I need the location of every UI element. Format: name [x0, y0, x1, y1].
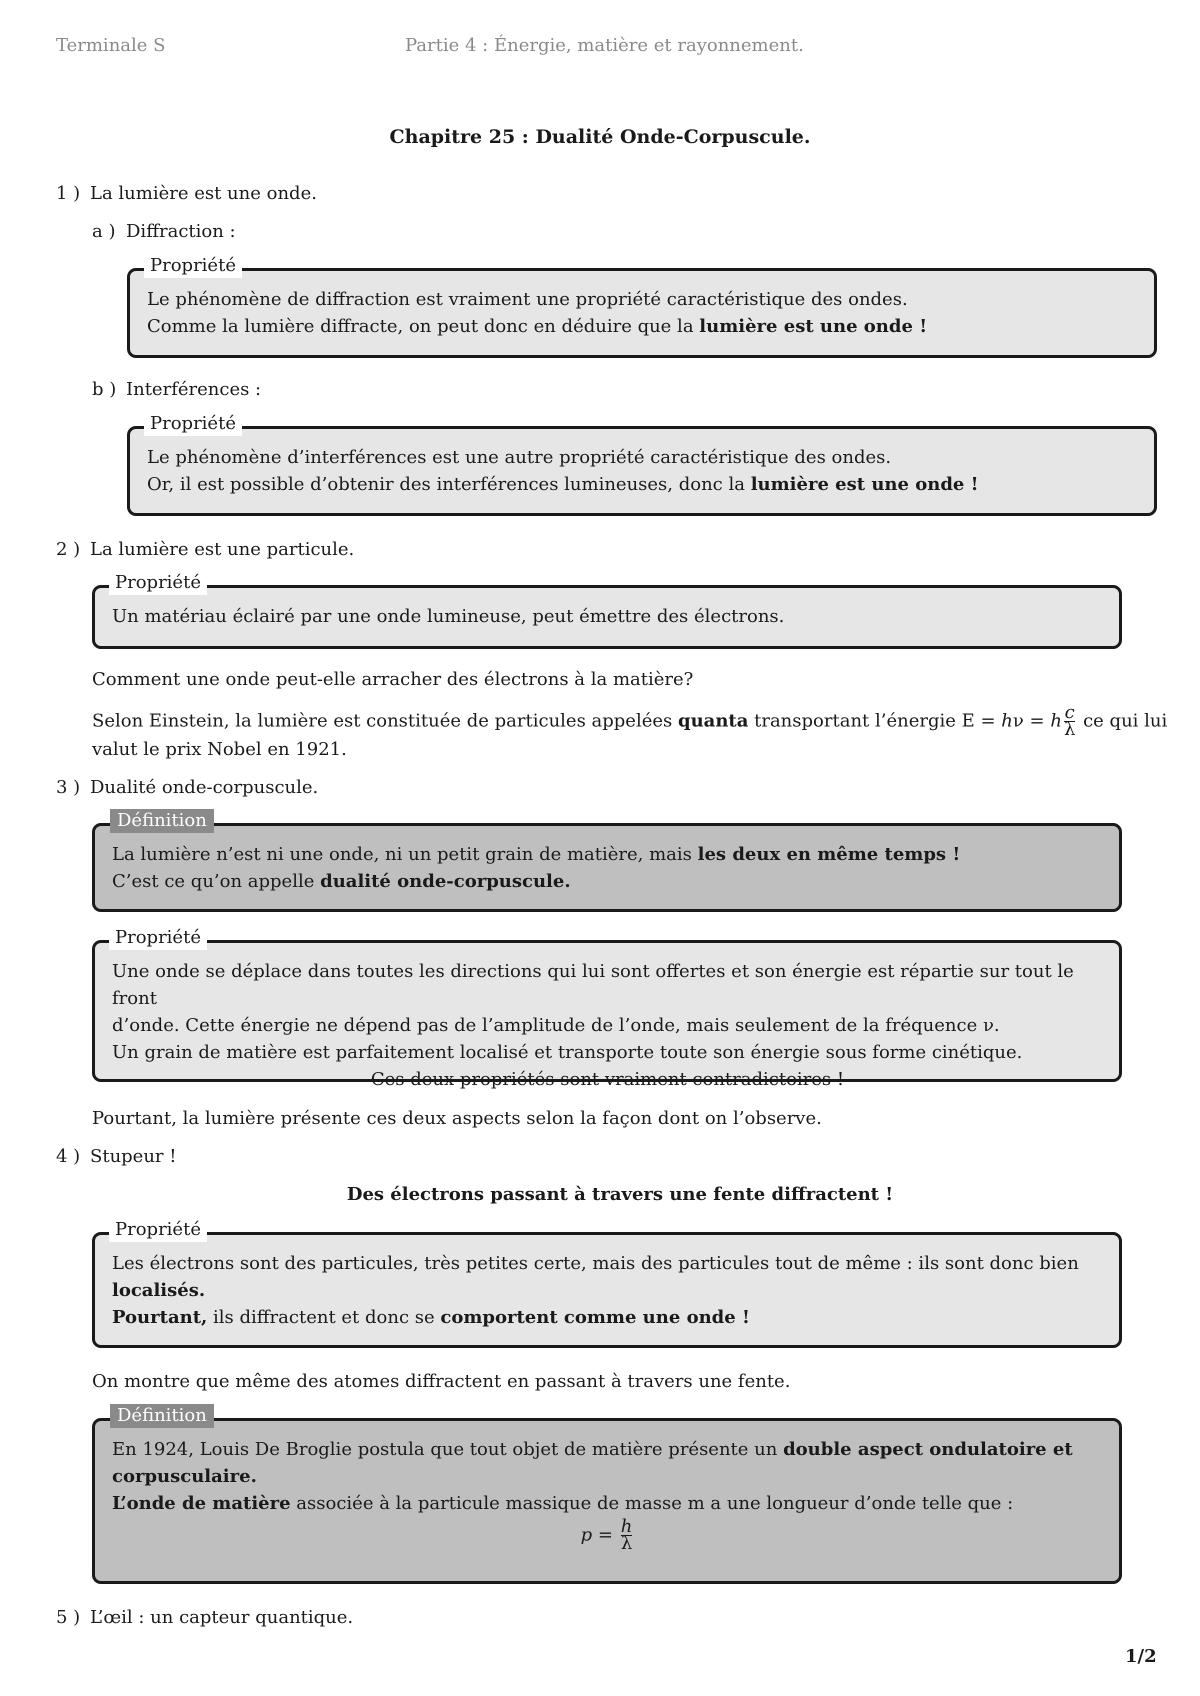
box-line: Le phénomène de diffraction est vraiment une propriété caractéristique des ondes.: [147, 289, 908, 310]
c-over-lambda-fraction: $\frac{c}{\lambda}$: [1063, 702, 1076, 740]
section-number: 4 ): [56, 1146, 81, 1167]
box-tag: Définition: [110, 1404, 214, 1428]
box-line: La lumière n’est ni une onde, ni un petit grain de matière, mais les deux en même temps !: [112, 844, 961, 865]
page-number: 1/2: [1125, 1646, 1157, 1667]
box-line: Le phénomène d’interférences est une autre propriété caractéristique des ondes.: [147, 447, 892, 468]
question-text: Comment une onde peut-elle arracher des électrons à la matière?: [92, 669, 694, 690]
section-number: 3 ): [56, 777, 81, 798]
box-line: Un matériau éclairé par une onde lumineuse, peut émettre des électrons.: [112, 606, 785, 627]
page-title: Chapitre 25 : Dualité Onde-Corpuscule.: [389, 126, 811, 148]
box-line: Les électrons sont des particules, très petites certe, mais des particules tout de même : ils sont donc bien: [112, 1253, 1079, 1274]
box-line: d’onde. Cette énergie ne dépend pas de l’amplitude de l’onde, mais seulement de la fréquence ν.: [112, 1015, 1000, 1036]
box-line: Or, il est possible d’obtenir des interférences lumineuses, donc la lumière est une onde !: [147, 474, 979, 495]
atoms-text: On montre que même des atomes diffractent en passant à travers une fente.: [92, 1371, 791, 1392]
property-box-electron-diffraction: [92, 1219, 1122, 1348]
box-line: corpusculaire.: [112, 1466, 257, 1487]
einstein-text: Selon Einstein, la lumière est constituée de particules appelées quanta transportant l’énergie E = hν = h $\frac{c}{\lambda}$ ce qui lui: [92, 702, 1168, 740]
box-tag: Propriété: [109, 571, 207, 595]
header-left: Terminale S: [56, 35, 166, 56]
section-number: 1 ): [56, 183, 81, 204]
subsection-a-heading: [92, 218, 236, 245]
section-number: 5 ): [56, 1607, 81, 1628]
section-4-heading: [56, 1143, 176, 1170]
subsection-title: Interférences :: [126, 379, 262, 400]
box-line: Ces deux propriétés sont vraiment contradictoires !: [370, 1069, 845, 1090]
box-line: Pourtant, ils diffractent et donc se comportent comme une onde !: [112, 1307, 750, 1328]
section-number: 2 ): [56, 539, 81, 560]
section-title: L’œil : un capteur quantique.: [90, 1607, 354, 1628]
section-title: Stupeur !: [90, 1146, 177, 1167]
box-tag: Propriété: [109, 926, 207, 950]
subsection-title: Diffraction :: [126, 221, 236, 242]
einstein-text-continued: valut le prix Nobel en 1921.: [92, 739, 347, 760]
section-2-heading: [56, 536, 354, 563]
subsection-number: b ): [92, 379, 117, 400]
h-over-lambda-fraction: $\frac{h}{\lambda}$: [620, 1516, 633, 1554]
box-tag: Propriété: [144, 412, 242, 436]
box-line: Comme la lumière diffracte, on peut donc en déduire que la lumière est une onde !: [147, 316, 928, 337]
section-title: Dualité onde-corpuscule.: [90, 777, 319, 798]
box-line: Un grain de matière est parfaitement localisé et transporte toute son énergie sous forme cinétique.: [112, 1042, 1023, 1063]
box-tag: Propriété: [144, 254, 242, 278]
section-3-heading: [56, 774, 318, 801]
section-5-heading: [56, 1604, 353, 1631]
definition-box-duality: [92, 810, 1122, 912]
box-tag: Définition: [110, 809, 214, 833]
section-title: La lumière est une onde.: [90, 183, 317, 204]
property-box-photoelectric: [92, 572, 1122, 649]
box-line: localisés.: [112, 1280, 206, 1301]
observation-text: Pourtant, la lumière présente ces deux aspects selon la façon dont on l’observe.: [92, 1108, 822, 1129]
property-box-interferences: [127, 413, 1157, 516]
headline-text: Des électrons passant à travers une fente diffractent !: [346, 1184, 894, 1205]
box-line: En 1924, Louis De Broglie postula que tout objet de matière présente un double aspect ondulatoire et: [112, 1439, 1073, 1460]
de-broglie-equation: p = $\frac{h}{\lambda}$: [580, 1516, 633, 1554]
subsection-b-heading: [92, 376, 261, 403]
property-box-contradiction: [92, 927, 1122, 1090]
box-line: L’onde de matière associée à la particule massique de masse m a une longueur d’onde telle que :: [112, 1493, 1014, 1514]
section-1-heading: [56, 180, 317, 207]
section-title: La lumière est une particule.: [90, 539, 355, 560]
property-box-diffraction: [127, 255, 1157, 358]
definition-box-de-broglie: [92, 1405, 1122, 1584]
header-center: Partie 4 : Énergie, matière et rayonnement.: [405, 35, 804, 56]
box-tag: Propriété: [109, 1218, 207, 1242]
subsection-number: a ): [92, 221, 116, 242]
box-line: Une onde se déplace dans toutes les directions qui lui sont offertes et son énergie est répartie sur tout le front: [112, 961, 1074, 1009]
box-line: C’est ce qu’on appelle dualité onde-corpuscule.: [112, 871, 571, 892]
